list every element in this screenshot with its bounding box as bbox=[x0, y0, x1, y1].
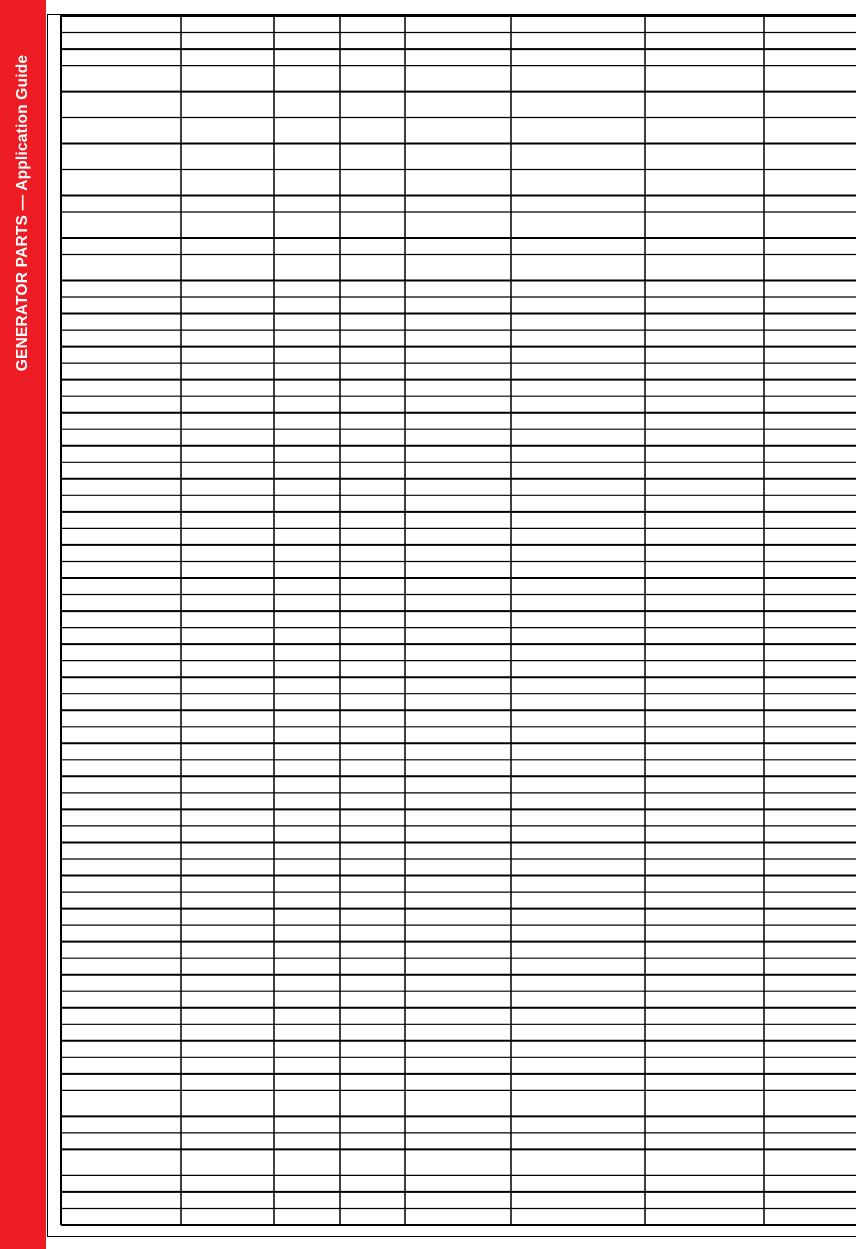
sidebar-title: GENERATOR PARTS — Application Guide bbox=[14, 54, 31, 372]
